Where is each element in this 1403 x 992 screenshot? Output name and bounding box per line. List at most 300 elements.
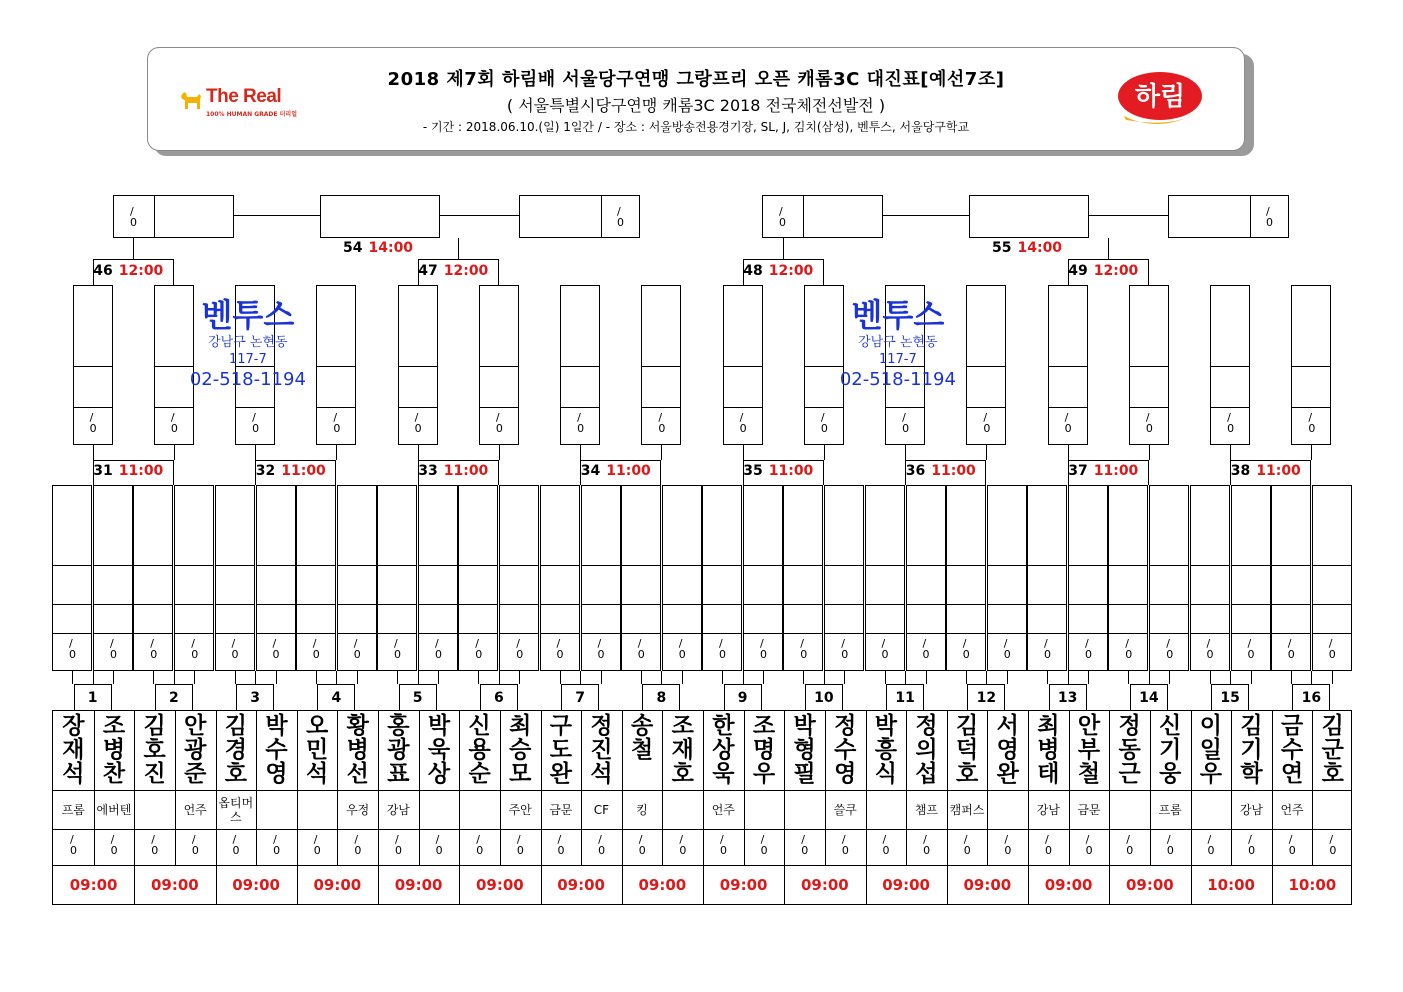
box-divider <box>297 633 335 634</box>
score-mark: / 0 <box>1287 637 1295 661</box>
bracket-line <box>255 671 256 684</box>
match-start-time: 09:00 <box>557 876 605 894</box>
round1-box[interactable] <box>1312 485 1352 671</box>
round1-box[interactable] <box>702 485 742 671</box>
round3-label <box>418 263 488 279</box>
venue-info <box>828 296 968 392</box>
score-mark: / 0 <box>779 205 786 229</box>
box-divider <box>541 633 579 634</box>
bracket-line <box>885 671 886 684</box>
score-mark: / 0 <box>617 205 624 229</box>
box-divider <box>1292 407 1330 408</box>
round2-label <box>256 463 326 479</box>
score-mark: / 0 <box>333 411 341 435</box>
box-divider <box>1109 565 1147 566</box>
bracket-line <box>966 671 967 684</box>
box-divider <box>663 565 701 566</box>
score-mark: / 0 <box>1266 205 1273 229</box>
final-box[interactable] <box>113 195 234 238</box>
match-number: 49 <box>1068 263 1088 279</box>
bracket-line <box>499 445 500 460</box>
bracket-line <box>883 215 969 216</box>
score-mark: / 0 <box>556 637 564 661</box>
score-mark: / 0 <box>1329 833 1337 857</box>
score-mark: / 0 <box>597 637 605 661</box>
score-mark: / 0 <box>394 637 401 661</box>
player-club <box>866 790 907 829</box>
box-divider <box>642 407 680 408</box>
bracket-line <box>153 671 154 684</box>
match-start-time: 09:00 <box>151 876 199 894</box>
round1-box[interactable] <box>1027 485 1067 671</box>
round1-box[interactable] <box>581 485 621 671</box>
harim-logo <box>1114 68 1206 132</box>
player-club <box>256 790 297 829</box>
venue-name: 벤투스 <box>201 296 295 334</box>
box-divider <box>1130 366 1168 367</box>
player-score <box>53 829 94 865</box>
round1-box[interactable] <box>1271 485 1311 671</box>
box-divider <box>155 407 193 408</box>
box-divider <box>338 604 376 605</box>
box-divider <box>582 565 620 566</box>
box-divider <box>988 565 1026 566</box>
round1-box[interactable] <box>906 485 946 671</box>
round1-box[interactable] <box>824 485 864 671</box>
box-divider <box>703 633 741 634</box>
round1-box[interactable] <box>499 485 539 671</box>
round2-label <box>581 463 651 479</box>
score-mark: / 0 <box>313 833 321 857</box>
match-start-time: 10:00 <box>1207 876 1255 894</box>
player-club: 쓸쿠 <box>833 802 857 817</box>
match-number-box: 12 <box>967 684 1005 710</box>
venue-address: 117-7 <box>228 352 267 367</box>
round2-box[interactable] <box>73 285 113 445</box>
match-number-box: 15 <box>1211 684 1249 710</box>
box-divider <box>216 633 254 634</box>
match-number-box: 3 <box>236 684 274 710</box>
player-name: 홍 광 표 <box>387 713 410 787</box>
round1-box[interactable] <box>1108 485 1148 671</box>
player-score <box>1272 829 1313 865</box>
box-divider <box>825 604 863 605</box>
box-divider <box>784 604 822 605</box>
final-box[interactable] <box>762 195 883 238</box>
score-mark: / 0 <box>922 637 930 661</box>
player-club <box>784 790 825 829</box>
player-score <box>1109 829 1150 865</box>
box-divider <box>561 366 599 367</box>
final-box[interactable] <box>969 195 1089 238</box>
box-divider <box>1211 407 1249 408</box>
round1-box[interactable] <box>174 485 214 671</box>
player-club: 강남 <box>1036 802 1060 817</box>
final-label <box>992 240 1062 256</box>
match-time: 12:00 <box>118 263 164 279</box>
box-divider <box>1109 604 1147 605</box>
venue-address: 강남구 논현동 <box>858 335 938 350</box>
bracket-line <box>986 671 987 684</box>
score-mark: / 0 <box>1125 637 1133 661</box>
player-score <box>1231 829 1272 865</box>
bracket-line <box>1311 671 1312 684</box>
round2-box[interactable] <box>479 285 519 445</box>
match-time: 14:00 <box>368 240 414 256</box>
round1-box[interactable] <box>1068 485 1108 671</box>
round1-box[interactable] <box>418 485 458 671</box>
score-mark: / 0 <box>232 833 240 857</box>
score-mark: / 0 <box>252 411 260 435</box>
bracket-line <box>824 445 825 460</box>
box-divider <box>1232 604 1270 605</box>
score-mark: / 0 <box>881 637 889 661</box>
round2-box[interactable] <box>560 285 600 445</box>
score-mark: / 0 <box>1288 833 1296 857</box>
round2-box[interactable] <box>1129 285 1169 445</box>
round2-box[interactable] <box>723 285 763 445</box>
round2-label <box>906 463 976 479</box>
bracket-line <box>763 671 764 684</box>
bracket-line <box>1068 671 1069 684</box>
score-mark: / 0 <box>89 411 97 435</box>
box-divider <box>1313 565 1351 566</box>
match-number: 38 <box>1230 463 1251 479</box>
match-number-box: 8 <box>642 684 680 710</box>
match-number: 31 <box>93 463 113 479</box>
bracket-line <box>1311 445 1312 460</box>
round1-box[interactable] <box>540 485 580 671</box>
round2-box[interactable] <box>641 285 681 445</box>
player-score <box>541 829 582 865</box>
score-mark: / 0 <box>475 637 483 661</box>
box-divider <box>419 565 457 566</box>
round1-box[interactable] <box>215 485 255 671</box>
bracket-line <box>1332 671 1333 684</box>
box-divider <box>257 565 295 566</box>
score-mark: / 0 <box>476 833 484 857</box>
final-label <box>343 240 413 256</box>
box-divider <box>1150 565 1188 566</box>
match-number: 46 <box>93 263 113 279</box>
player-club: 킹 <box>636 802 648 817</box>
player-club <box>134 790 175 829</box>
box-divider <box>703 565 741 566</box>
player-name: 정 동 근 <box>1118 713 1141 787</box>
bracket-line <box>1088 671 1089 684</box>
score-mark: / 0 <box>1227 411 1235 435</box>
score-mark: / 0 <box>414 411 422 435</box>
player-club: 금문 <box>1077 802 1101 817</box>
bracket-line <box>926 671 927 684</box>
round2-box[interactable] <box>1210 285 1250 445</box>
player-score <box>581 829 622 865</box>
box-divider <box>94 633 132 634</box>
player-name: 조 명 우 <box>752 713 776 787</box>
score-mark: / 0 <box>678 637 686 661</box>
match-start-time: 09:00 <box>476 876 524 894</box>
score-mark: / 0 <box>70 833 77 857</box>
bracket-line <box>661 671 662 684</box>
box-divider <box>866 604 904 605</box>
box-divider <box>663 604 701 605</box>
round1-box[interactable] <box>1231 485 1271 671</box>
score-mark: / 0 <box>598 833 606 857</box>
box-divider <box>74 407 112 408</box>
player-club: 캠퍼스 <box>949 802 985 817</box>
bracket-line <box>1291 671 1292 684</box>
round1-box[interactable] <box>946 485 986 671</box>
box-divider <box>94 565 132 566</box>
player-score <box>419 829 460 865</box>
score-mark: / 0 <box>516 637 524 661</box>
box-divider <box>1028 604 1066 605</box>
round1-box[interactable] <box>458 485 498 671</box>
player-club: 우정 <box>346 802 370 817</box>
round2-box[interactable] <box>316 285 356 445</box>
player-club <box>987 790 1028 829</box>
round1-box[interactable] <box>377 485 417 671</box>
box-divider <box>825 633 863 634</box>
score-mark: / 0 <box>760 637 767 661</box>
bracket-line <box>194 671 195 684</box>
score-mark: / 0 <box>1248 833 1256 857</box>
final-box[interactable] <box>320 195 440 238</box>
bracket-line <box>519 671 520 684</box>
box-divider <box>1232 565 1270 566</box>
player-club: 언주 <box>1280 802 1304 817</box>
bracket-line <box>133 238 134 259</box>
final-box[interactable] <box>519 195 640 238</box>
score-mark: / 0 <box>760 833 768 857</box>
box-divider <box>601 196 602 237</box>
bracket-line <box>397 671 398 684</box>
box-divider <box>582 604 620 605</box>
score-mark: / 0 <box>495 411 503 435</box>
score-mark: / 0 <box>1085 833 1093 857</box>
round1-box[interactable] <box>337 485 377 671</box>
box-divider <box>338 633 376 634</box>
player-name: 신 용 순 <box>468 713 491 787</box>
player-score <box>866 829 907 865</box>
round1-box[interactable] <box>783 485 823 671</box>
player-score <box>459 829 500 865</box>
player-score <box>256 829 297 865</box>
round1-box[interactable] <box>987 485 1027 671</box>
player-score <box>1028 829 1069 865</box>
box-divider <box>947 565 985 566</box>
box-divider <box>419 633 457 634</box>
round1-box[interactable] <box>662 485 702 671</box>
player-name: 금 수 연 <box>1280 713 1304 787</box>
player-name: 김 덕 호 <box>955 713 979 787</box>
box-divider <box>53 604 91 605</box>
round1-box[interactable] <box>133 485 173 671</box>
score-mark: / 0 <box>1085 637 1092 661</box>
round2-label <box>418 463 488 479</box>
score-mark: / 0 <box>882 833 890 857</box>
box-divider <box>724 366 762 367</box>
match-time: 12:00 <box>1093 263 1139 279</box>
bracket-line <box>743 445 744 460</box>
score-mark: / 0 <box>820 411 828 435</box>
bracket-line <box>905 671 906 684</box>
score-mark: / 0 <box>435 637 442 661</box>
score-mark: / 0 <box>272 637 280 661</box>
box-divider <box>480 407 518 408</box>
box-divider <box>1272 633 1310 634</box>
box-divider <box>642 366 680 367</box>
match-number: 34 <box>580 463 601 479</box>
match-start-time: 09:00 <box>801 876 849 894</box>
round3-label <box>743 263 813 279</box>
bracket-line <box>357 671 358 684</box>
bracket-line <box>824 671 825 684</box>
score-mark: / 0 <box>231 637 239 661</box>
match-number-box: 13 <box>1049 684 1087 710</box>
score-mark: / 0 <box>1166 637 1174 661</box>
player-name: 김 호 진 <box>143 713 166 787</box>
box-divider <box>94 604 132 605</box>
box-divider <box>154 196 155 237</box>
match-number: 48 <box>743 263 763 279</box>
player-score <box>134 829 175 865</box>
player-club <box>662 790 703 829</box>
player-score <box>784 829 825 865</box>
round1-box[interactable] <box>93 485 133 671</box>
box-divider <box>724 407 762 408</box>
match-number: 54 <box>343 240 363 256</box>
score-mark: / 0 <box>1328 637 1336 661</box>
score-mark: / 0 <box>312 637 320 661</box>
box-divider <box>784 565 822 566</box>
player-club: 프롬 <box>61 802 85 817</box>
player-score <box>906 829 947 865</box>
logo-right-text: 하림 <box>1134 82 1186 112</box>
player-club <box>1109 790 1150 829</box>
box-divider <box>866 565 904 566</box>
score-mark: / 0 <box>1004 833 1012 857</box>
score-mark: / 0 <box>110 833 118 857</box>
bracket-line <box>1149 445 1150 460</box>
player-name: 박 욱 상 <box>427 713 451 787</box>
score-mark: / 0 <box>110 637 117 661</box>
bracket-line <box>1108 238 1109 259</box>
match-start-time: 10:00 <box>1288 876 1337 894</box>
box-divider <box>866 633 904 634</box>
box-divider <box>257 633 295 634</box>
score-mark: / 0 <box>962 637 970 661</box>
bracket-line <box>722 671 723 684</box>
player-score <box>1191 829 1232 865</box>
score-mark: / 0 <box>130 205 137 229</box>
round2-box[interactable] <box>1048 285 1088 445</box>
box-divider <box>399 366 437 367</box>
venue-phone: 02-518-1194 <box>189 369 306 390</box>
player-name: 송 철 <box>630 713 654 763</box>
box-divider <box>622 565 660 566</box>
round2-box[interactable] <box>398 285 438 445</box>
score-mark: / 0 <box>739 411 747 435</box>
player-score <box>987 829 1028 865</box>
box-divider <box>988 633 1026 634</box>
player-name: 최 병 태 <box>1037 713 1060 787</box>
period-info: - 기간 : 2018.06.10.(일) 1일간 / - 장소 : 서울방송전용경기장, SL, J, 김치(삼성), 벤투스, 서울당구학교 <box>422 120 970 134</box>
box-divider <box>907 604 945 605</box>
score-mark: / 0 <box>841 637 849 661</box>
box-divider <box>1191 604 1229 605</box>
bracket-line <box>1230 445 1231 460</box>
round1-box[interactable] <box>865 485 905 671</box>
score-mark: / 0 <box>983 411 991 435</box>
box-divider <box>297 604 335 605</box>
player-club <box>1191 790 1232 829</box>
score-mark: / 0 <box>1145 411 1153 435</box>
box-divider <box>561 407 599 408</box>
score-mark: / 0 <box>719 637 726 661</box>
round1-box[interactable] <box>1149 485 1189 671</box>
match-start-time: 09:00 <box>882 876 930 894</box>
score-mark: / 0 <box>1126 833 1134 857</box>
player-club <box>744 790 785 829</box>
player-name: 한 상 욱 <box>712 713 735 787</box>
player-score <box>216 829 257 865</box>
final-box[interactable] <box>1168 195 1289 238</box>
box-divider <box>1272 565 1310 566</box>
score-mark: / 0 <box>1045 833 1052 857</box>
score-mark: / 0 <box>1064 411 1072 435</box>
round1-box[interactable] <box>1190 485 1230 671</box>
bracket-line <box>235 671 236 684</box>
round1-box[interactable] <box>621 485 661 671</box>
bracket-line <box>580 671 581 684</box>
player-score <box>94 829 135 865</box>
box-divider <box>378 633 416 634</box>
round1-box[interactable] <box>296 485 336 671</box>
bracket-line <box>316 671 317 684</box>
score-mark: / 0 <box>1207 833 1215 857</box>
round2-label <box>743 463 813 479</box>
score-mark: / 0 <box>638 833 646 857</box>
score-mark: / 0 <box>69 637 76 661</box>
player-name: 김 기 학 <box>1240 713 1263 787</box>
match-time: 12:00 <box>443 263 489 279</box>
match-start-time: 09:00 <box>232 876 280 894</box>
box-divider <box>907 565 945 566</box>
match-number-box: 6 <box>480 684 518 710</box>
player-club: 강남 <box>386 802 410 817</box>
round1-box[interactable] <box>256 485 296 671</box>
round2-box[interactable] <box>1291 285 1331 445</box>
score-mark: / 0 <box>720 833 727 857</box>
box-divider <box>541 565 579 566</box>
round3-label <box>1068 263 1138 279</box>
score-mark: / 0 <box>516 833 524 857</box>
round2-box[interactable] <box>966 285 1006 445</box>
player-club <box>419 790 460 829</box>
round1-box[interactable] <box>743 485 783 671</box>
match-number: 35 <box>743 463 763 479</box>
round1-box[interactable] <box>52 485 92 671</box>
box-divider <box>1313 633 1351 634</box>
box-divider <box>1292 366 1330 367</box>
box-divider <box>703 604 741 605</box>
match-time: 11:00 <box>443 463 489 479</box>
player-name: 정 수 영 <box>834 713 857 787</box>
match-start-time: 09:00 <box>69 876 118 894</box>
player-club: 금문 <box>549 802 573 817</box>
box-divider <box>622 604 660 605</box>
